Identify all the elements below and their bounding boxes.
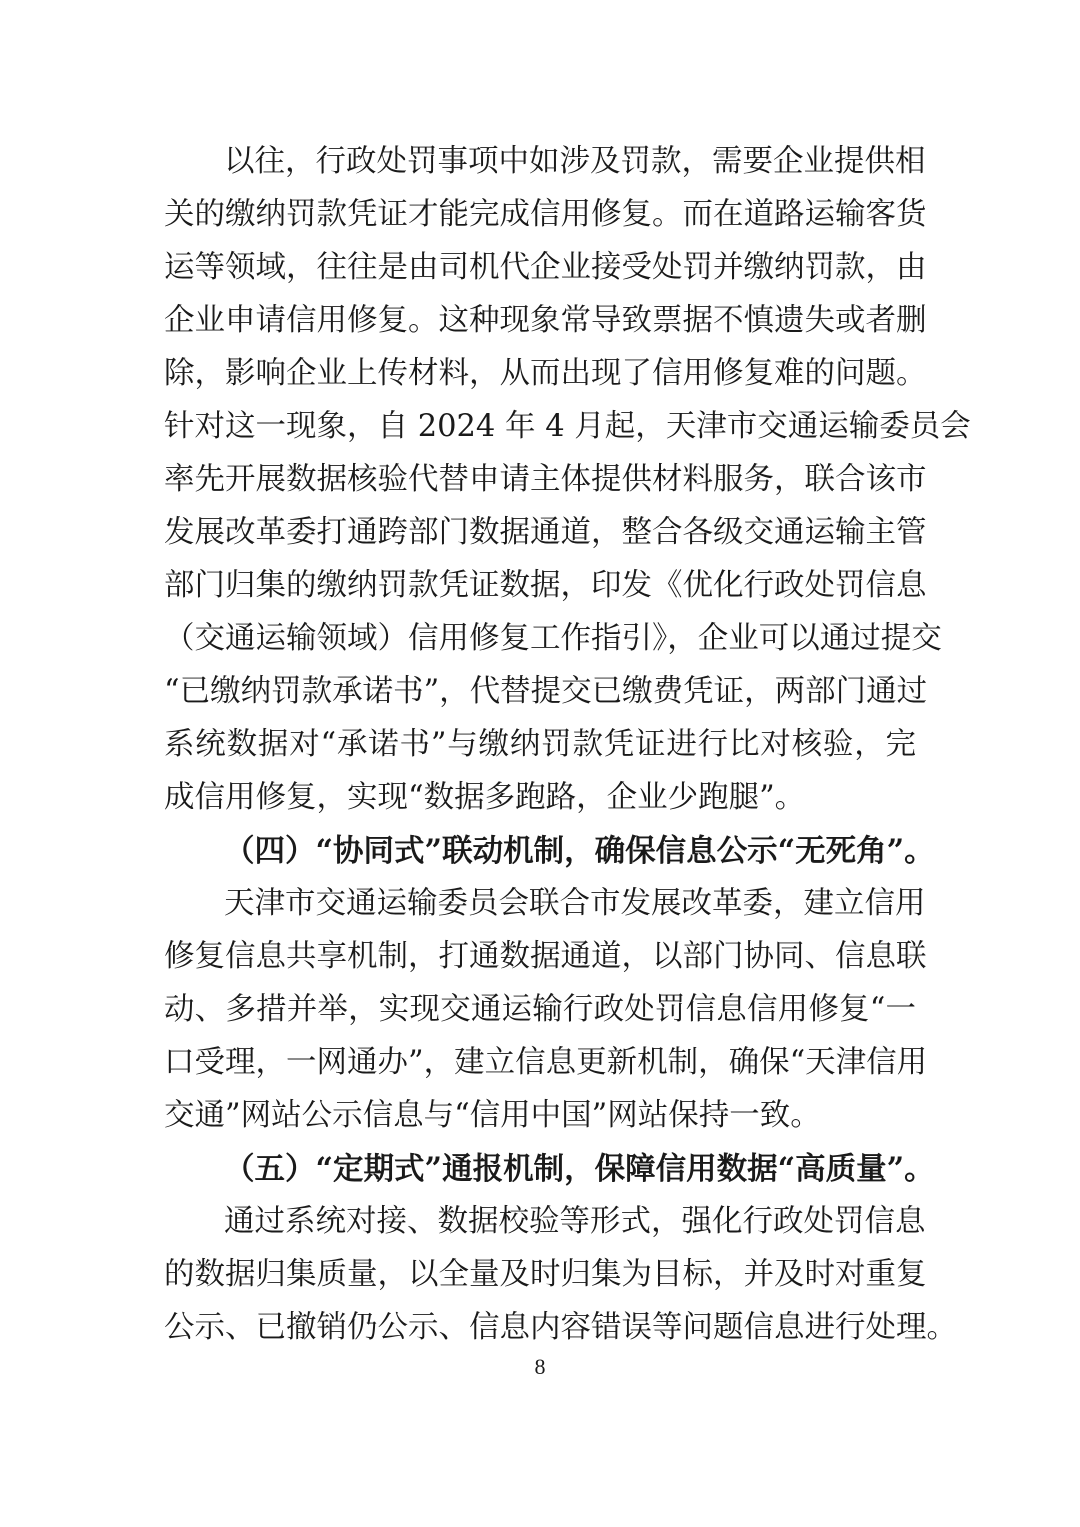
paragraph-2-line-2: 修复信息共享机制，打通数据通道，以部门协同、信息联 [164,939,927,974]
paragraph-2-line-4: 口受理，一网通办”，建立信息更新机制，确保“天津信用 [164,1045,928,1080]
paragraph-2-line-3: 动、多措并举，实现交通运输行政处罚信息信用修复“一 [164,992,916,1027]
paragraph-1-line-9: 部门归集的缴纳罚款凭证数据，印发《优化行政处罚信息 [164,568,927,603]
paragraph-1-line-8: 发展改革委打通跨部门数据通道，整合各级交通运输主管 [164,515,927,550]
paragraph-1-line-13: 成信用修复，实现“数据多跑路，企业少跑腿”。 [164,780,806,815]
paragraph-3-line-3: 公示、已撤销仍公示、信息内容错误等问题信息进行处理。 [164,1310,957,1345]
paragraph-1-line-7: 率先开展数据核验代替申请主体提供材料服务，联合该市 [164,462,927,497]
paragraph-1-line-3: 运等领域，往往是由司机代企业接受处罚并缴纳罚款，由 [164,250,927,285]
paragraph-2-line-1: 天津市交通运输委员会联合市发展改革委，建立信用 [224,886,926,921]
paragraph-1-line-2: 关的缴纳罚款凭证才能完成信用修复。而在道路运输客货 [164,197,927,232]
section-heading-5: （五）“定期式”通报机制，保障信用数据“高质量”。 [224,1151,935,1187]
section-heading-4: （四）“协同式”联动机制，确保信息公示“无死角”。 [224,833,935,869]
paragraph-2-line-5: 交通”网站公示信息与“信用中国”网站保持一致。 [164,1098,821,1133]
paragraph-1-line-10: （交通运输领域）信用修复工作指引》，企业可以通过提交 [164,621,942,656]
paragraph-1-line-5: 除，影响企业上传材料，从而出现了信用修复难的问题。 [164,356,927,391]
paragraph-3-line-1: 通过系统对接、数据校验等形式，强化行政处罚信息 [224,1204,926,1239]
paragraph-1-line-6: 针对这一现象，自 2024 年 4 月起，天津市交通运输委员会 [164,409,971,444]
paragraph-1-line-4: 企业申请信用修复。这种现象常导致票据不慎遗失或者删 [164,303,927,338]
paragraph-3-line-2: 的数据归集质量，以全量及时归集为目标，并及时对重复 [164,1257,927,1292]
page-number: 8 [534,1354,546,1379]
paragraph-1-line-11: “已缴纳罚款承诺书”，代替提交已缴费凭证，两部门通过 [164,674,928,709]
paragraph-1-line-1: 以往，行政处罚事项中如涉及罚款，需要企业提供相 [224,144,926,179]
paragraph-1-line-12: 系统数据对“承诺书”与缴纳罚款凭证进行比对核验，完 [164,727,916,762]
